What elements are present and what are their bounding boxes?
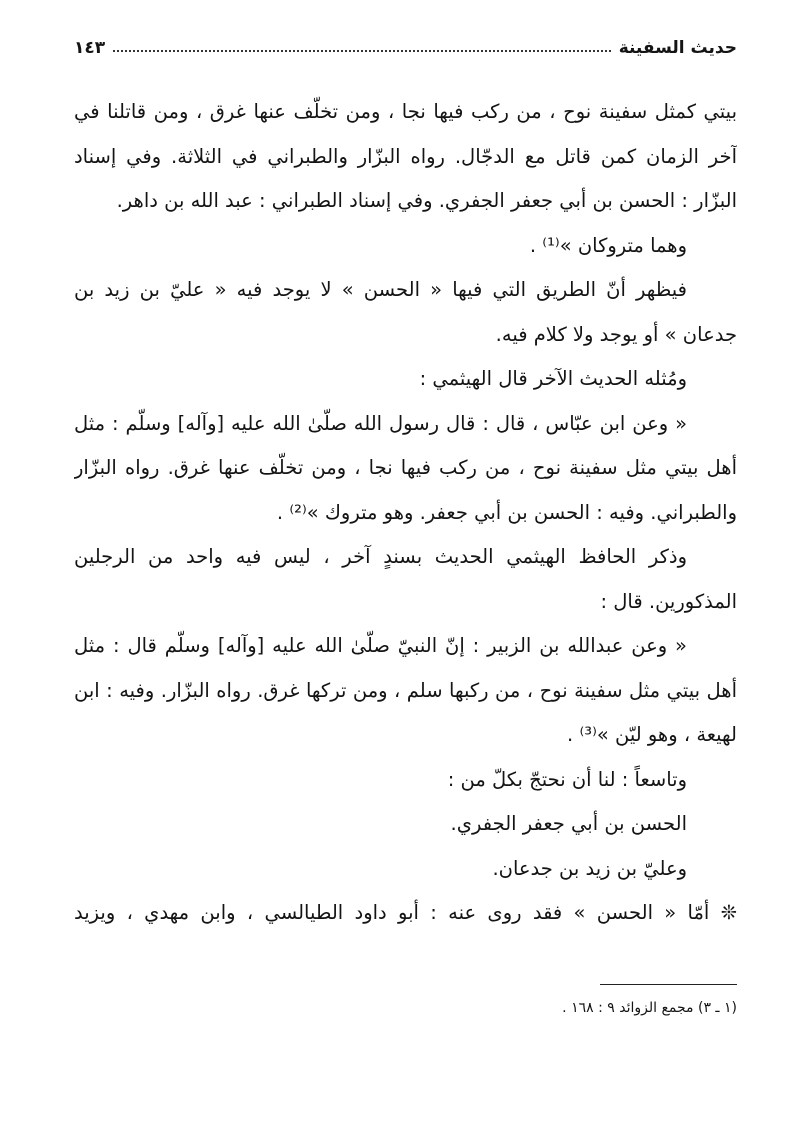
text-line: فيظهر أنّ الطريق التي فيها « الحسن » لا يوجد فيه « عليّ بن زيد بن [74,278,687,301]
text-line: وتاسعاً : لنا أن نحتجّ بكلّ من : [447,767,687,791]
text-line: وعليّ بن زيد بن جدعان. [492,856,687,880]
text-line: والطبراني. وفيه : الحسن بن أبي جعفر. وهو متروك »⁽²⁾ . [276,500,737,524]
footnote: (١ ـ ٣) مجمع الزوائد ٩ : ١٦٨ . [562,1000,737,1016]
text-line: أهل بيتي مثل سفينة نوح ، من ركب فيها نجا ، ومن تخلّف عنها غرق. رواه البزّار [74,456,737,479]
text-line: المذكورين. قال : [600,589,737,613]
leader-dots [113,50,611,52]
text-line: الحسن بن أبي جعفر الجفري. [450,812,687,835]
page-body [74,90,737,936]
text-line: « وعن عبدالله بن الزبير : إنّ النبيّ صلّىٰ الله عليه [وآله] وسلّم قال : مثل [74,634,687,657]
text-line: بيتي كمثل سفينة نوح ، من ركب فيها نجا ، ومن تخلّف عنها غرق ، ومن قاتلنا في [74,100,737,123]
page-number: ١٤٣ [74,38,106,58]
text-line: أهل بيتي مثل سفينة نوح ، من ركبها سلم ، ومن تركها غرق. رواه البزّار. وفيه : ابن [74,678,737,702]
text-line: لهيعة ، وهو ليّن »⁽³⁾ . [567,723,737,746]
running-header [74,32,737,58]
text-line: وهما متروكان »⁽¹⁾ . [529,233,687,257]
text-line: وذكر الحافظ الهيثمي الحديث بسندٍ آخر ، ليس فيه واحد من الرجلين [74,545,687,568]
chapter-title: حديث السفينة [618,38,737,58]
text-line: ❊ أمّا « الحسن » فقد روى عنه : أبو داود الطيالسي ، وابن مهدي ، ويزيد [74,901,737,924]
footnote-divider [600,984,737,985]
text-line: ومُثله الحديث الآخر قال الهيثمي : [419,367,687,390]
text-line: « وعن ابن عبّاس ، قال : قال رسول الله صلّىٰ الله عليه [وآله] وسلّم : مثل [74,411,687,435]
text-line: آخر الزمان كمن قاتل مع الدجّال. رواه البزّار والطبراني في الثلاثة. وفي إسناد [74,144,737,168]
text-line: البزّار : الحسن بن أبي جعفر الجفري. وفي إسناد الطبراني : عبد الله بن داهر. [116,189,737,212]
text-line: جدعان » أو يوجد ولا كلام فيه. [495,322,737,346]
